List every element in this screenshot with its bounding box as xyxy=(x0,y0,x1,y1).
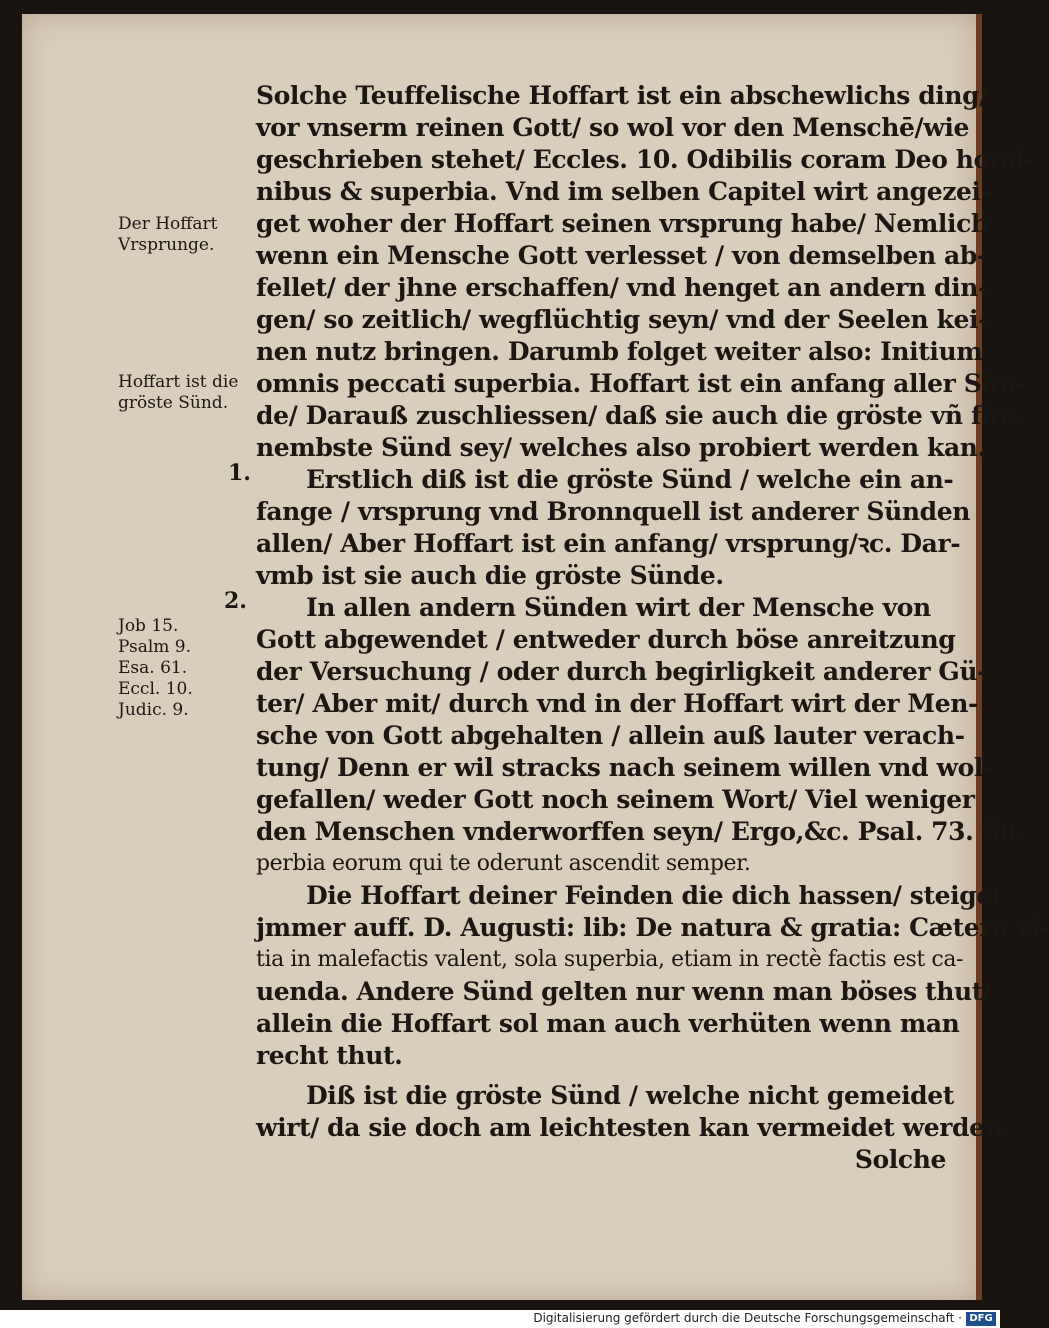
text-line: Gott abgewendet / entweder durch böse anreitzung xyxy=(256,625,956,654)
text-line: fange / vrsprung vnd Bronnquell ist anderer Sünden xyxy=(256,497,970,526)
text-line: uenda. Andere Sünd gelten nur wenn man böses thut/ xyxy=(256,977,992,1006)
text-line: gefallen/ weder Gott noch seinem Wort/ Viel weniger xyxy=(256,785,975,814)
text-line: tia in malefactis valent, sola superbia, etiam in rectè factis est ca- xyxy=(256,947,964,972)
text-line: de/ Darauß zuschliessen/ daß sie auch die gröste vñ für- xyxy=(256,401,1022,430)
section-number: 2. xyxy=(224,588,247,614)
text-line: nibus & superbia. Vnd im selben Capitel wirt angezei- xyxy=(256,177,991,206)
margin-note-line: Hoffart ist die xyxy=(118,372,239,392)
margin-note-line: Esa. 61. xyxy=(118,658,188,678)
text-line: vmb ist sie auch die gröste Sünde. xyxy=(256,561,724,590)
section-number: 1. xyxy=(228,460,251,486)
text-line: ter/ Aber mit/ durch vnd in der Hoffart wirt der Men- xyxy=(256,689,978,718)
text-line: der Versuchung / oder durch begirligkeit anderer Gü- xyxy=(256,657,988,686)
margin-note-line: Psalm 9. xyxy=(118,637,192,657)
text-line: wirt/ da sie doch am leichtesten kan vermeidet werden. xyxy=(256,1113,1011,1142)
margin-note-line: Judic. 9. xyxy=(118,700,189,720)
dfg-logo: DFG xyxy=(966,1312,996,1326)
catchword: Solche xyxy=(854,1145,946,1174)
text-line: allein die Hoffart sol man auch verhüten wenn man xyxy=(256,1009,960,1038)
text-line: recht thut. xyxy=(256,1041,403,1070)
document-page xyxy=(22,14,1049,1300)
footer-credit: Digitalisierung gefördert durch die Deutsche Forschungsgemeinschaft · xyxy=(533,1311,962,1325)
text-line: vor vnserm reinen Gott/ so wol vor den Menschē/wie xyxy=(256,113,969,142)
text-line: allen/ Aber Hoffart ist ein anfang/ vrsprung/ꝛc. Dar- xyxy=(256,529,961,558)
margin-note-line: Vrsprunge. xyxy=(118,235,215,255)
text-line: Solche Teuffelische Hoffart ist ein abschewlichs ding/ xyxy=(256,81,988,110)
text-line: fellet/ der jhne erschaffen/ vnd henget an andern din- xyxy=(256,273,988,302)
margin-note-line: gröste Sünd. xyxy=(118,393,229,413)
footer-bar xyxy=(0,1310,1000,1328)
text-line: jmmer auff. D. Augusti: lib: De natura & gratia: Cætera vi- xyxy=(256,913,1049,942)
body-text xyxy=(256,80,1049,1176)
margin-note-line: Der Hoffart xyxy=(118,214,218,234)
text-line: tung/ Denn er wil stracks nach seinem willen vnd wol- xyxy=(256,753,993,782)
text-line: geschrieben stehet/ Eccles. 10. Odibilis coram Deo homi- xyxy=(256,145,1035,174)
text-line: Die Hoffart deiner Feinden die dich hassen/ steiget xyxy=(306,881,1003,910)
text-line: nen nutz bringen. Darumb folget weiter also: Initium xyxy=(256,337,983,366)
text-line: wenn ein Mensche Gott verlesset / von demselben ab- xyxy=(256,241,987,270)
text-line: perbia eorum qui te oderunt ascendit semper. xyxy=(256,851,751,876)
text-line: nembste Sünd sey/ welches also probiert werden kan. xyxy=(256,433,986,462)
margin-note-line: Job 15. xyxy=(118,616,179,636)
margin-note-greatest-sin xyxy=(118,372,238,414)
text-line: den Menschen vnderworffen seyn/ Ergo,&c. Psal. 73. Su- xyxy=(256,817,1028,846)
margin-note-references xyxy=(118,616,193,721)
text-line: Diß ist die gröste Sünd / welche nicht gemeidet xyxy=(306,1081,954,1110)
text-line: gen/ so zeitlich/ wegflüchtig seyn/ vnd der Seelen kei- xyxy=(256,305,989,334)
text-line: Erstlich diß ist die gröste Sünd / welche ein an- xyxy=(306,465,954,494)
margin-note-origin xyxy=(118,214,217,256)
margin-note-line: Eccl. 10. xyxy=(118,679,193,699)
text-line: In allen andern Sünden wirt der Mensche von xyxy=(306,593,931,622)
text-line: sche von Gott abgehalten / allein auß lauter verach- xyxy=(256,721,965,750)
text-line: get woher der Hoffart seinen vrsprung habe/ Nemlich xyxy=(256,209,989,238)
text-line: omnis peccati superbia. Hoffart ist ein anfang aller Sün- xyxy=(256,369,1027,398)
